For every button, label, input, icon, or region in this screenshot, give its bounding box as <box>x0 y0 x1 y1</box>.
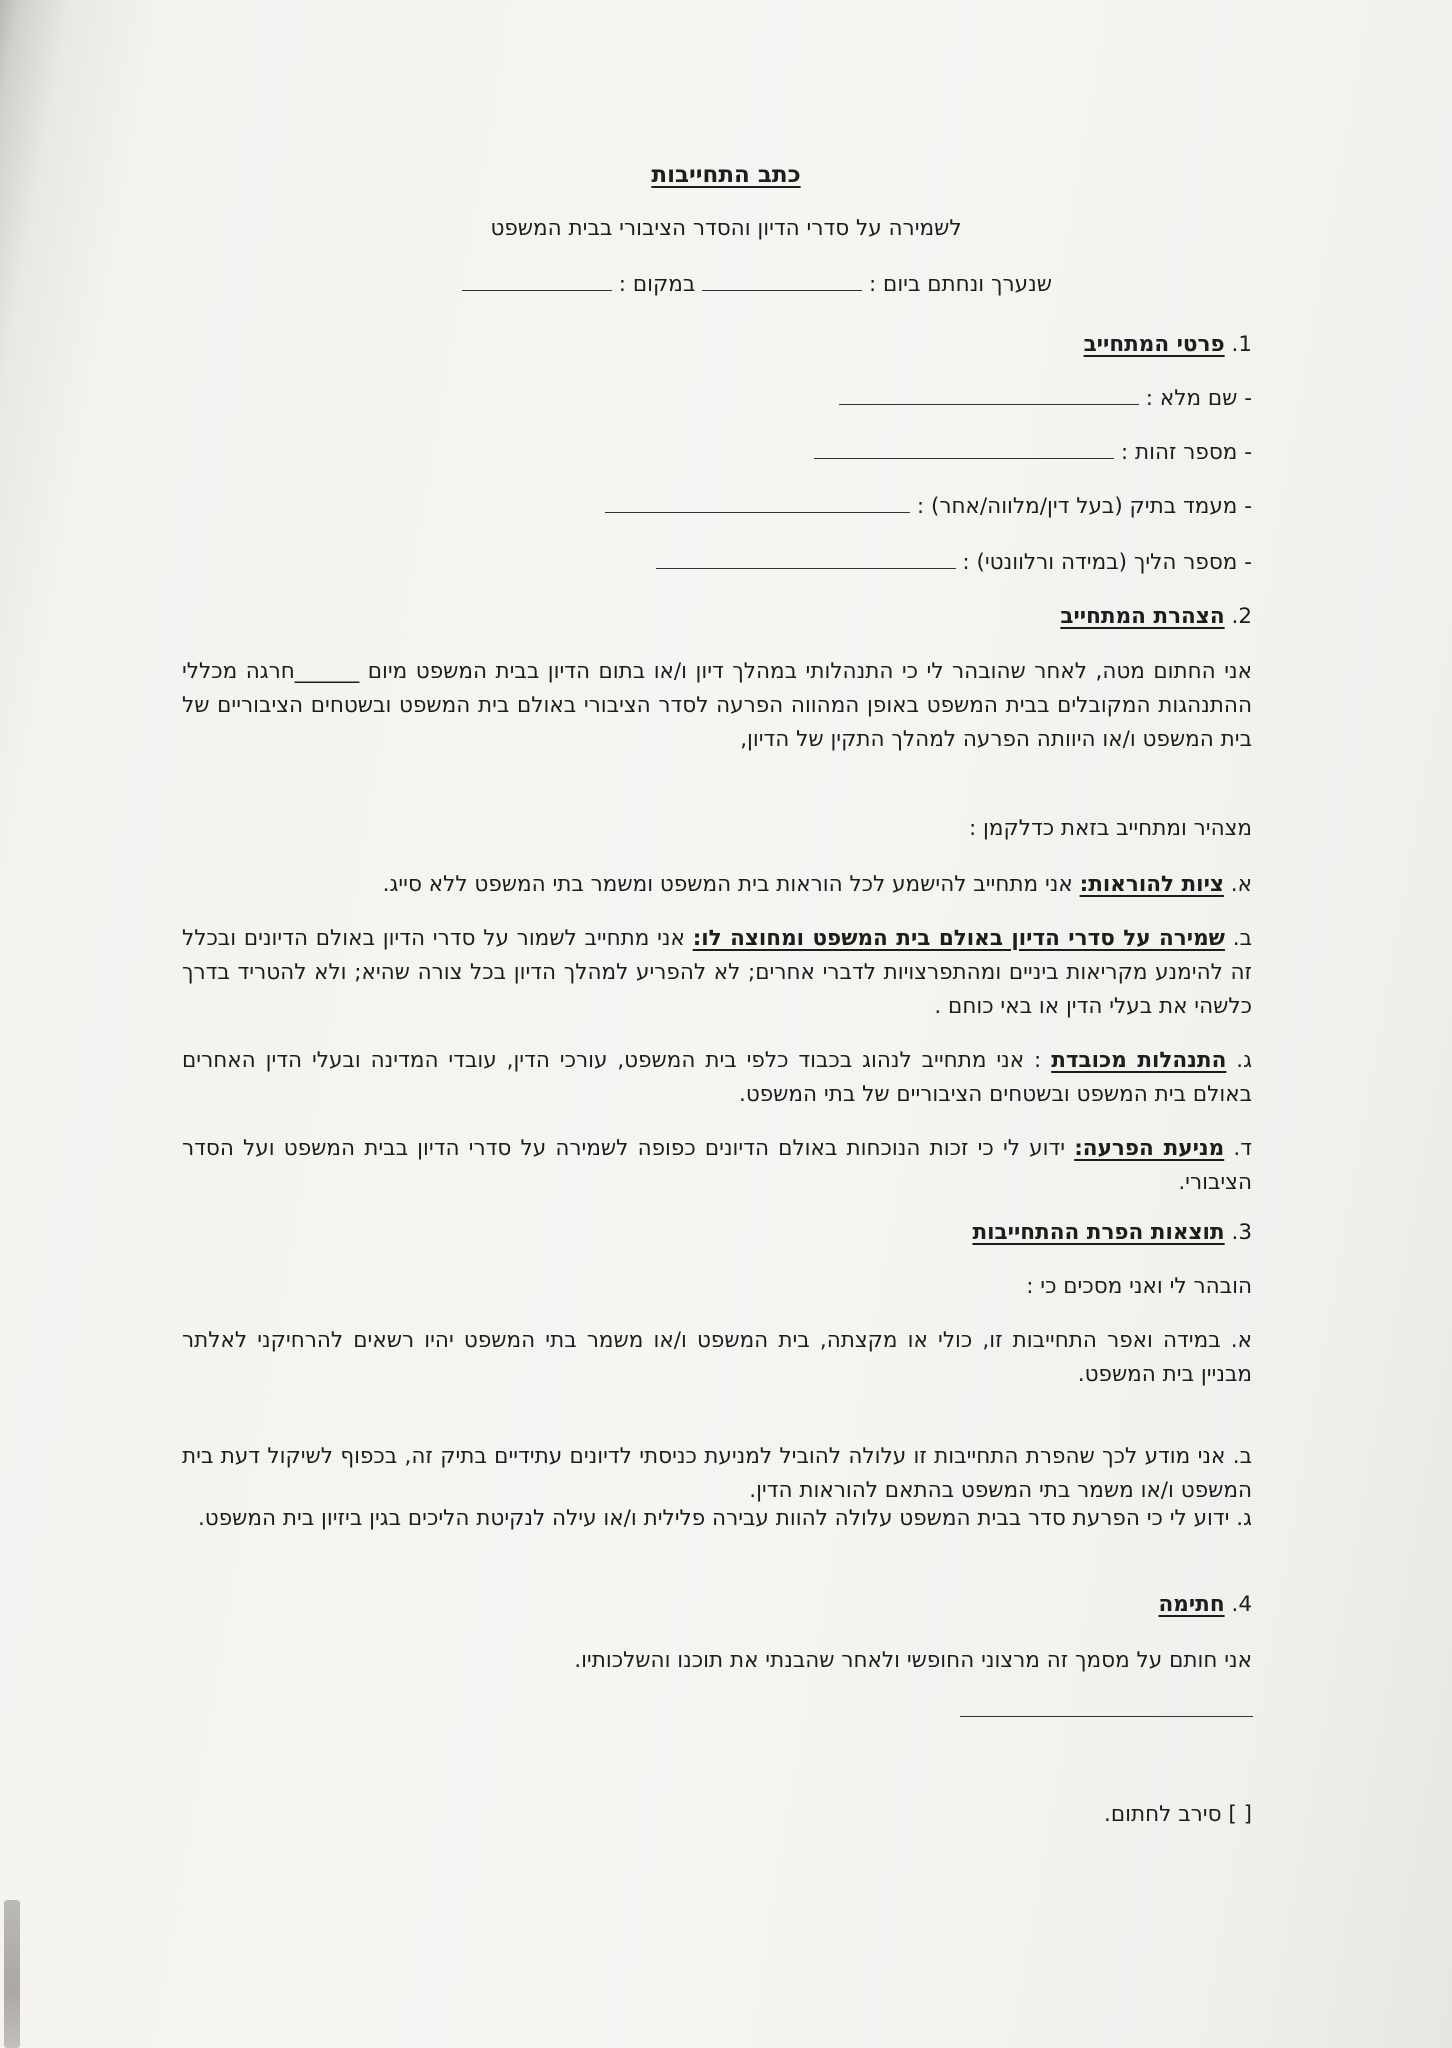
date-place-line <box>462 268 1052 302</box>
section2-item-c: ג. התנהלות מכובדת : אני מתחייב לנהוג בכבוד כלפי בית המשפט, עורכי הדין, עובדי המדינה ובעלי הדין האחרים באולם בית המשפט ובשטחים הציבוריים של בתי המשפט. <box>182 1048 1252 1107</box>
section1-title: פרטי המתחייב <box>1083 332 1225 357</box>
field-label: - שם מלא : <box>1145 386 1252 411</box>
section3-item-b: ב. אני מודע לכך שהפרת התחייבות זו עלולה להוביל למניעת כניסתי לדיונים עתידיים בתיק זה, בכפוף לשיקול דעת בית המשפט ו/או משמר בתי המשפט בהתאם להוראות הדין. <box>182 1444 1252 1503</box>
field-label: - מעמד בתיק (בעל דין/מלווה/אחר) : <box>916 494 1252 519</box>
section3-number: 3. <box>1231 1220 1252 1245</box>
background-edge-shadow <box>4 1900 20 2048</box>
section2-title: הצהרת המתחייב <box>1060 604 1225 629</box>
field-blank <box>605 492 910 513</box>
field-id-number <box>814 436 1252 470</box>
section3-item-a: א. במידה ואפר התחייבות זו, כולי או מקצתה, בית המשפט ו/או משמר בתי המשפט יהיו רשאים להרחיקני לאלתר מבניין בית המשפט. <box>182 1328 1252 1387</box>
section2-heading <box>1060 600 1252 634</box>
section2-number: 2. <box>1231 604 1252 629</box>
field-blank <box>839 384 1139 405</box>
section2-declare: מצהיר ומתחייב בזאת כדלקמן : <box>968 816 1252 841</box>
field-blank <box>814 438 1114 459</box>
field-proceeding-number <box>656 546 1252 580</box>
field-case-role <box>605 490 1252 524</box>
document-subtitle: לשמירה על סדרי הדיון והסדר הציבורי בבית המשפט <box>490 216 962 241</box>
place-label: במקום : <box>618 272 696 297</box>
field-label: - מספר זהות : <box>1120 440 1252 465</box>
section3-intro: הובהר לי ואני מסכים כי : <box>1026 1274 1252 1299</box>
day-label: שנערך ונחתם ביום : <box>868 272 1052 297</box>
refused-line <box>1104 1798 1252 1832</box>
document-title: כתב התחייבות <box>651 162 801 188</box>
section2-item-a: א. ציות להוראות: אני מתחייב להישמע לכל הוראות בית המשפט ומשמר בתי המשפט ללא סייג. <box>382 872 1252 897</box>
refused-text: סירב לחתום. <box>1104 1802 1222 1827</box>
section3-title: תוצאות הפרת ההתחייבות <box>972 1220 1225 1245</box>
place-blank <box>462 270 612 291</box>
section2-item-b: ב. שמירה על סדרי הדיון באולם בית המשפט ומחוצה לו: אני מתחייב לשמור על סדרי הדיון באולם הדיונים ובכלל זה להימנע מקריאות ביניים ומהתפרצויות לדברי אחרים; לא להפריע למהלך הדיון בכל צורה שהיא; ולא להטריד בדרך כלשהי את בעלי הדין או באי כוחם . <box>182 926 1252 1019</box>
checkbox-bracket: [ ] <box>1228 1802 1252 1827</box>
field-blank <box>656 548 956 569</box>
section1-heading <box>1084 328 1252 362</box>
section4-title: חתימה <box>1158 1592 1225 1617</box>
section4-heading <box>1159 1588 1253 1622</box>
field-full-name <box>839 382 1252 416</box>
signature-line <box>960 1716 1253 1717</box>
day-blank <box>702 270 862 291</box>
field-label: - מספר הליך (במידה ורלוונטי) : <box>962 550 1252 575</box>
section3-heading <box>972 1216 1252 1250</box>
section2-intro: אני החתום מטה, לאחר שהובהר לי כי התנהלותי במהלך דיון ו/או בתום הדיון בבית המשפט מיום ______חרגה מכללי ההתנהגות המקובלים בבית המשפט באופן המהווה הפרעה לסדר הציבורי באולם בית המשפט ובשטחים הציבוריים של בית המשפט ו/או היוותה הפרעה למהלך התקין של הדיון, <box>182 659 1252 752</box>
section4-number: 4. <box>1231 1592 1252 1617</box>
section1-number: 1. <box>1231 332 1252 357</box>
section2-item-d: ד. מניעת הפרעה: ידוע לי כי זכות הנוכחות באולם הדיונים כפופה לשמירה על סדרי הדיון בבית המשפט ועל הסדר הציבורי. <box>182 1136 1252 1195</box>
section4-text: אני חותם על מסמך זה מרצוני החופשי ולאחר שהבנתי את תוכנו והשלכותיו. <box>574 1648 1252 1673</box>
section3-item-c: ג. ידוע לי כי הפרעת סדר בבית המשפט עלולה להוות עבירה פלילית ו/או עילה לנקיטת הליכים בגין ביזיון בית המשפט. <box>197 1506 1252 1531</box>
